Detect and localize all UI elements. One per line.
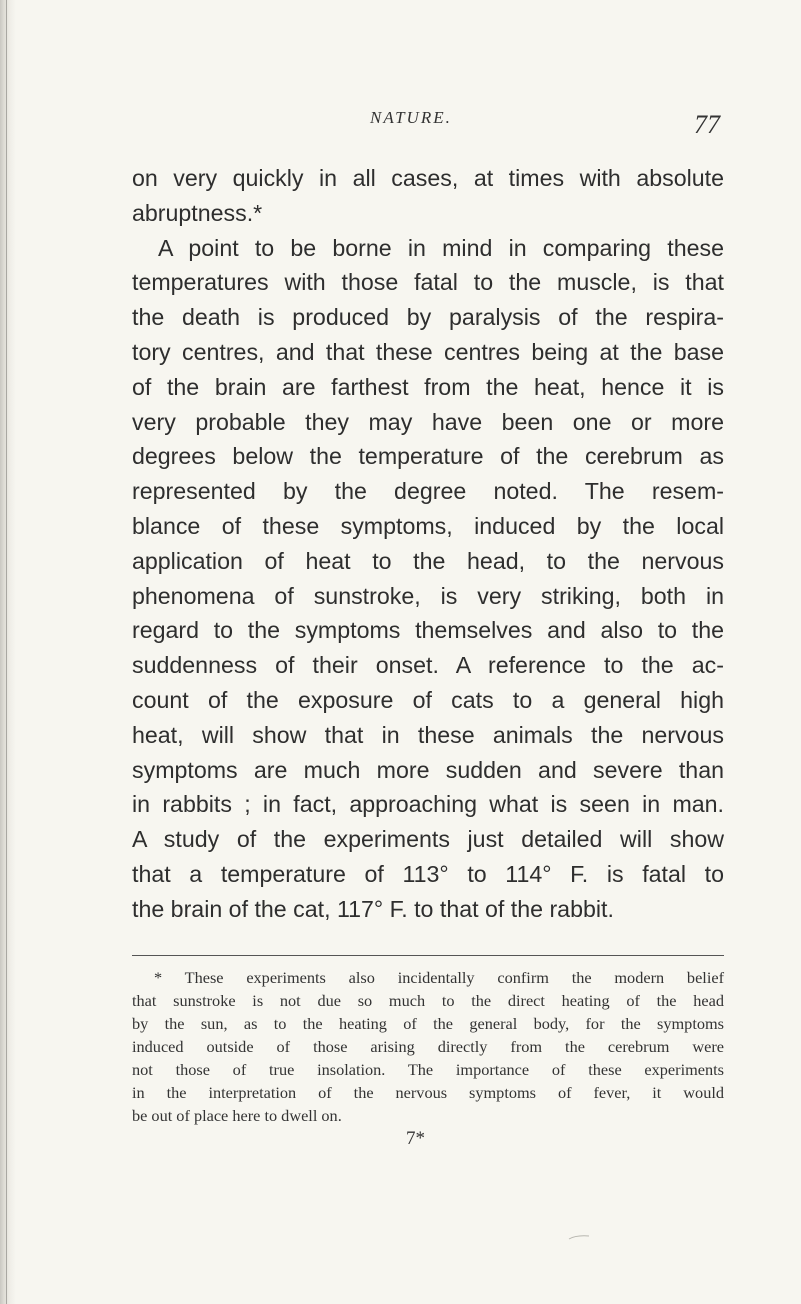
page-number: 77 — [694, 110, 720, 139]
page-edge-line — [6, 0, 7, 1304]
body-line: the death is produced by paralysis of the respira- — [132, 304, 724, 331]
page-edge-shadow — [0, 0, 16, 1304]
body-line: heat, will show that in these animals the nervous — [132, 721, 724, 748]
body-line: in rabbits ; in fact, approaching what is seen in man. — [132, 791, 724, 818]
footnote-line: in the interpretation of the nervous symptoms of fever, it would — [132, 1083, 724, 1102]
signature-mark: 7* — [406, 1128, 425, 1149]
ink-smudge — [568, 1234, 590, 1240]
footnote-rule — [132, 955, 724, 956]
body-line: A point to be borne in mind in comparing these — [158, 234, 724, 261]
body-line: tory centres, and that these centres being at the base — [132, 338, 724, 365]
body-line: of the brain are farthest from the heat, hence it is — [132, 373, 724, 400]
footnote-line: be out of place here to dwell on. — [132, 1106, 342, 1125]
body-line: suddenness of their onset. A reference to the ac- — [132, 652, 724, 679]
footnote-line: induced outside of those arising directly from the cerebrum were — [132, 1037, 724, 1056]
body-line: symptoms are much more sudden and severe than — [132, 756, 724, 783]
body-line: on very quickly in all cases, at times with absolute — [132, 165, 724, 191]
body-line: regard to the symptoms themselves and also to the — [132, 617, 724, 644]
body-text — [132, 161, 724, 927]
body-line: count of the exposure of cats to a general high — [132, 686, 724, 713]
body-line: blance of these symptoms, induced by the local — [132, 512, 724, 539]
body-line: the brain of the cat, 117° F. to that of the rabbit. — [132, 895, 614, 922]
footnote-line: by the sun, as to the heating of the general body, for the symptoms — [132, 1014, 724, 1033]
body-line: very probable they may have been one or more — [132, 408, 724, 435]
body-line: temperatures with those fatal to the muscle, is that — [132, 269, 724, 296]
body-line: A study of the experiments just detailed will show — [132, 826, 724, 853]
running-head: NATURE. — [370, 108, 452, 127]
body-line: application of heat to the head, to the nervous — [132, 547, 724, 574]
footnote-line: that sunstroke is not due so much to the direct heating of the head — [132, 991, 724, 1010]
body-line: degrees below the temperature of the cerebrum as — [132, 443, 724, 470]
body-line: phenomena of sunstroke, is very striking, both in — [132, 582, 724, 609]
body-line: that a temperature of 113° to 114° F. is fatal to — [132, 860, 724, 887]
footnote-line: not those of true insolation. The importance of these experiments — [132, 1060, 724, 1079]
footnote — [132, 966, 724, 1127]
body-line: represented by the degree noted. The resem- — [132, 478, 724, 505]
footnote-line: * These experiments also incidentally confirm the modern belief — [154, 968, 724, 987]
body-line: abruptness.* — [132, 199, 263, 226]
